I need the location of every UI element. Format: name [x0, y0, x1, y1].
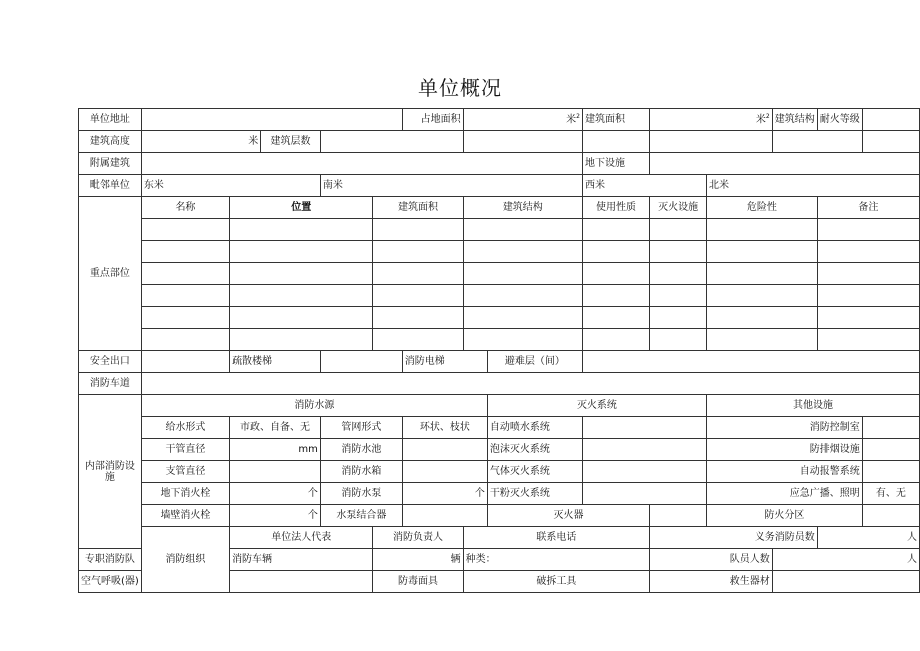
floors-label: 建筑层数: [261, 131, 321, 153]
kp-cell[interactable]: [582, 285, 649, 307]
unit-sup-2: 2: [765, 112, 770, 120]
volunteers-field[interactable]: [817, 527, 919, 549]
water-tank-field[interactable]: [402, 461, 487, 483]
fire-pool-field[interactable]: [402, 439, 487, 461]
kp-cell[interactable]: [463, 329, 582, 351]
demolition-label: 破拆工具: [463, 571, 649, 593]
kp-cell[interactable]: [230, 241, 373, 263]
water-tank-label: 消防水箱: [320, 461, 402, 483]
row-address: [79, 109, 920, 131]
row-underground-hydrant: [79, 483, 920, 505]
member-count-field[interactable]: [772, 549, 919, 571]
basement-field[interactable]: [650, 153, 920, 175]
height-field[interactable]: [141, 131, 260, 153]
main-diameter-label: 干管直径: [141, 439, 229, 461]
kp-header-structure: 建筑结构: [463, 197, 582, 219]
row-supply: [79, 417, 920, 439]
row-safety-exit: [79, 351, 920, 373]
rescue-label: 救生器材: [650, 571, 773, 593]
row-main-diameter: [79, 439, 920, 461]
kp-cell[interactable]: [707, 329, 818, 351]
gas-mask-label: 防毒面具: [373, 571, 463, 593]
kp-cell[interactable]: [707, 263, 818, 285]
address-label: 单位地址: [79, 109, 142, 131]
pipe-options[interactable]: 环状、枝状: [402, 417, 487, 439]
kp-cell[interactable]: [141, 329, 229, 351]
org-label: 消防组织: [141, 527, 229, 593]
floors-field[interactable]: [320, 131, 463, 153]
kp-header-location: 位置: [230, 197, 373, 219]
row-wall-hydrant: [79, 505, 920, 527]
refuge-floor-field[interactable]: [582, 351, 919, 373]
kp-header-use: 使用性质: [582, 197, 649, 219]
kp-cell[interactable]: [817, 307, 919, 329]
unit-sqm-2: 米: [755, 114, 766, 126]
volunteers-label: 义务消防员数: [650, 527, 818, 549]
height-extra-2[interactable]: [582, 131, 649, 153]
kp-cell[interactable]: [582, 307, 649, 329]
row-fire-lane: [79, 373, 920, 395]
fire-elevator-label: 消防电梯: [402, 351, 487, 373]
gas-label: 气体灭火系统: [487, 461, 582, 483]
adapter-label: 水泵结合器: [320, 505, 402, 527]
adapter-field[interactable]: [402, 505, 487, 527]
unit-vehicle: 辆: [450, 553, 461, 565]
powder-field[interactable]: [582, 483, 706, 505]
kp-cell[interactable]: [650, 329, 707, 351]
kp-header-name: 名称: [141, 197, 229, 219]
refuge-floor-label: 避难层（间）: [487, 351, 582, 373]
row-annex: [79, 153, 920, 175]
floor-area-label: 建筑面积: [582, 109, 649, 131]
sprinkler-label: 自动喷水系统: [487, 417, 582, 439]
height-label: 建筑高度: [79, 131, 142, 153]
kp-cell[interactable]: [230, 219, 373, 241]
evac-stairs-field[interactable]: [320, 351, 402, 373]
kp-cell[interactable]: [707, 307, 818, 329]
control-room-field[interactable]: [862, 417, 919, 439]
key-parts-label: 重点部位: [79, 197, 142, 351]
extinguisher-label: 灭火器: [487, 505, 649, 527]
key-parts-header: [79, 197, 920, 219]
kp-row: [79, 263, 920, 285]
unit-person: 人: [907, 531, 917, 543]
annex-label: 附属建筑: [79, 153, 142, 175]
extinguish-system-header: 灭火系统: [487, 395, 706, 417]
kp-cell[interactable]: [650, 285, 707, 307]
contact-phone-label: 联系电话: [463, 527, 649, 549]
kp-row: [79, 329, 920, 351]
wall-hydrant-field[interactable]: [230, 505, 321, 527]
kp-cell[interactable]: [463, 307, 582, 329]
kp-cell[interactable]: [141, 219, 229, 241]
west-field[interactable]: 西米: [582, 175, 706, 197]
internal-header: [79, 395, 920, 417]
kp-cell[interactable]: [141, 285, 229, 307]
south-field[interactable]: 南米: [320, 175, 582, 197]
sprinkler-field[interactable]: [582, 417, 706, 439]
basement-label: 地下设施: [582, 153, 649, 175]
kp-cell[interactable]: [141, 307, 229, 329]
kp-cell[interactable]: [373, 285, 463, 307]
kp-cell[interactable]: [582, 241, 649, 263]
kp-cell[interactable]: [373, 329, 463, 351]
kp-row: [79, 307, 920, 329]
row-legal-rep: [79, 527, 920, 549]
kp-cell[interactable]: [817, 285, 919, 307]
foam-field[interactable]: [582, 439, 706, 461]
broadcast-options[interactable]: 有、无: [862, 483, 919, 505]
branch-diameter-label: 支管直径: [141, 461, 229, 483]
kp-header-area: 建筑面积: [373, 197, 463, 219]
fire-rating-label: 耐火等级: [817, 109, 862, 131]
safety-exit-label: 安全出口: [79, 351, 142, 373]
fire-zone-label: 防火分区: [707, 505, 863, 527]
land-area-field[interactable]: [463, 109, 582, 131]
extinguisher-field[interactable]: [650, 505, 707, 527]
kp-cell[interactable]: [141, 263, 229, 285]
unit-count: 个: [307, 487, 318, 499]
kp-cell[interactable]: [650, 263, 707, 285]
fire-trucks-field[interactable]: [373, 549, 463, 571]
fire-lane-label: 消防车道: [79, 373, 142, 395]
member-count-label: 队员人数: [650, 549, 773, 571]
fire-trucks-label: 消防车辆: [230, 549, 373, 571]
land-area-label: 占地面积: [402, 109, 463, 131]
kp-cell[interactable]: [582, 263, 649, 285]
kp-row: [79, 241, 920, 263]
kp-cell[interactable]: [230, 285, 373, 307]
address-field[interactable]: [141, 109, 402, 131]
kp-cell[interactable]: [230, 329, 373, 351]
east-field[interactable]: 东米: [141, 175, 320, 197]
kp-cell[interactable]: [817, 241, 919, 263]
kinds-label: 种类：: [463, 549, 649, 571]
kp-cell[interactable]: [817, 219, 919, 241]
unit-count-3: 个: [307, 509, 318, 521]
safety-exit-field[interactable]: [141, 351, 229, 373]
kp-cell[interactable]: [817, 329, 919, 351]
kp-cell[interactable]: [817, 263, 919, 285]
height-extra-3[interactable]: [650, 131, 773, 153]
fire-rating-field[interactable]: [862, 109, 919, 131]
kp-cell[interactable]: [650, 307, 707, 329]
kp-cell[interactable]: [582, 329, 649, 351]
alarm-field[interactable]: [862, 461, 919, 483]
kp-header-extinguish: 灭火设施: [650, 197, 707, 219]
emergency-broadcast-label: 应急广播、照明: [707, 483, 863, 505]
kp-cell[interactable]: [230, 307, 373, 329]
kp-cell[interactable]: [463, 263, 582, 285]
structure-label: 建筑结构: [772, 109, 817, 131]
unit-mm: mm: [298, 443, 318, 455]
kp-header-remark: 备注: [817, 197, 919, 219]
kp-cell[interactable]: [141, 241, 229, 263]
floor-area-field[interactable]: [650, 109, 773, 131]
page-title: 单位概况: [418, 76, 502, 100]
kp-cell[interactable]: [373, 241, 463, 263]
alarm-label: 自动报警系统: [707, 461, 863, 483]
kp-cell[interactable]: [707, 241, 818, 263]
smoke-exhaust-label: 防排烟设施: [707, 439, 863, 461]
supply-form-label: 给水形式: [141, 417, 229, 439]
breathing-field[interactable]: [230, 571, 373, 593]
main-diameter-field[interactable]: [230, 439, 321, 461]
fire-pool-label: 消防水池: [320, 439, 402, 461]
kp-cell[interactable]: [373, 307, 463, 329]
fire-lane-field[interactable]: [141, 373, 919, 395]
height-extra-5[interactable]: [862, 131, 919, 153]
other-facilities-header: 其他设施: [707, 395, 920, 417]
legal-rep-label: 单位法人代表: [230, 527, 373, 549]
unit-overview-form: [78, 108, 920, 593]
wall-hydrant-label: 墙壁消火栓: [141, 505, 229, 527]
kp-cell[interactable]: [373, 219, 463, 241]
kp-cell[interactable]: [650, 219, 707, 241]
kp-cell[interactable]: [230, 263, 373, 285]
smoke-exhaust-field[interactable]: [862, 439, 919, 461]
fire-officer-label: 消防负责人: [373, 527, 463, 549]
kp-cell[interactable]: [463, 219, 582, 241]
powder-label: 干粉灭火系统: [487, 483, 582, 505]
unit-m: 米: [248, 135, 259, 147]
unit-sqm: 米: [566, 114, 577, 126]
brigade-label: 专职消防队: [79, 549, 142, 571]
kp-cell[interactable]: [707, 285, 818, 307]
supply-options[interactable]: 市政、自备、无: [230, 417, 321, 439]
neighbor-label: 毗邻单位: [79, 175, 142, 197]
kp-row: [79, 219, 920, 241]
fire-pump-field[interactable]: [402, 483, 487, 505]
gas-field[interactable]: [582, 461, 706, 483]
kp-cell[interactable]: [650, 241, 707, 263]
height-extra-4[interactable]: [772, 131, 862, 153]
kp-cell[interactable]: [463, 241, 582, 263]
internal-label: 内部消防设施: [79, 395, 142, 549]
kp-cell[interactable]: [373, 263, 463, 285]
fire-pump-label: 消防水泵: [320, 483, 402, 505]
kp-header-danger: 危险性: [707, 197, 818, 219]
evac-stairs-label: 疏散楼梯: [230, 351, 321, 373]
kp-cell[interactable]: [463, 285, 582, 307]
water-source-header: 消防水源: [141, 395, 487, 417]
fire-zone-field[interactable]: [862, 505, 919, 527]
foam-label: 泡沫灭火系统: [487, 439, 582, 461]
control-room-label: 消防控制室: [707, 417, 863, 439]
kp-cell[interactable]: [582, 219, 649, 241]
annex-field[interactable]: [141, 153, 582, 175]
north-field[interactable]: 北米: [707, 175, 920, 197]
unit-sup: 2: [576, 112, 580, 120]
underground-hydrant-field[interactable]: [230, 483, 321, 505]
row-height: [79, 131, 920, 153]
pipe-form-label: 管网形式: [320, 417, 402, 439]
unit-person-2: 人: [907, 553, 917, 565]
row-branch-diameter: [79, 461, 920, 483]
underground-hydrant-label: 地下消火栓: [141, 483, 229, 505]
height-extra-1[interactable]: [463, 131, 582, 153]
breathing-label: 空气呼吸(器): [79, 571, 142, 593]
unit-count-2: 个: [474, 487, 485, 499]
rescue-field[interactable]: [772, 571, 919, 593]
branch-diameter-field[interactable]: [230, 461, 321, 483]
row-neighbors: [79, 175, 920, 197]
kp-cell[interactable]: [707, 219, 818, 241]
kp-row: [79, 285, 920, 307]
